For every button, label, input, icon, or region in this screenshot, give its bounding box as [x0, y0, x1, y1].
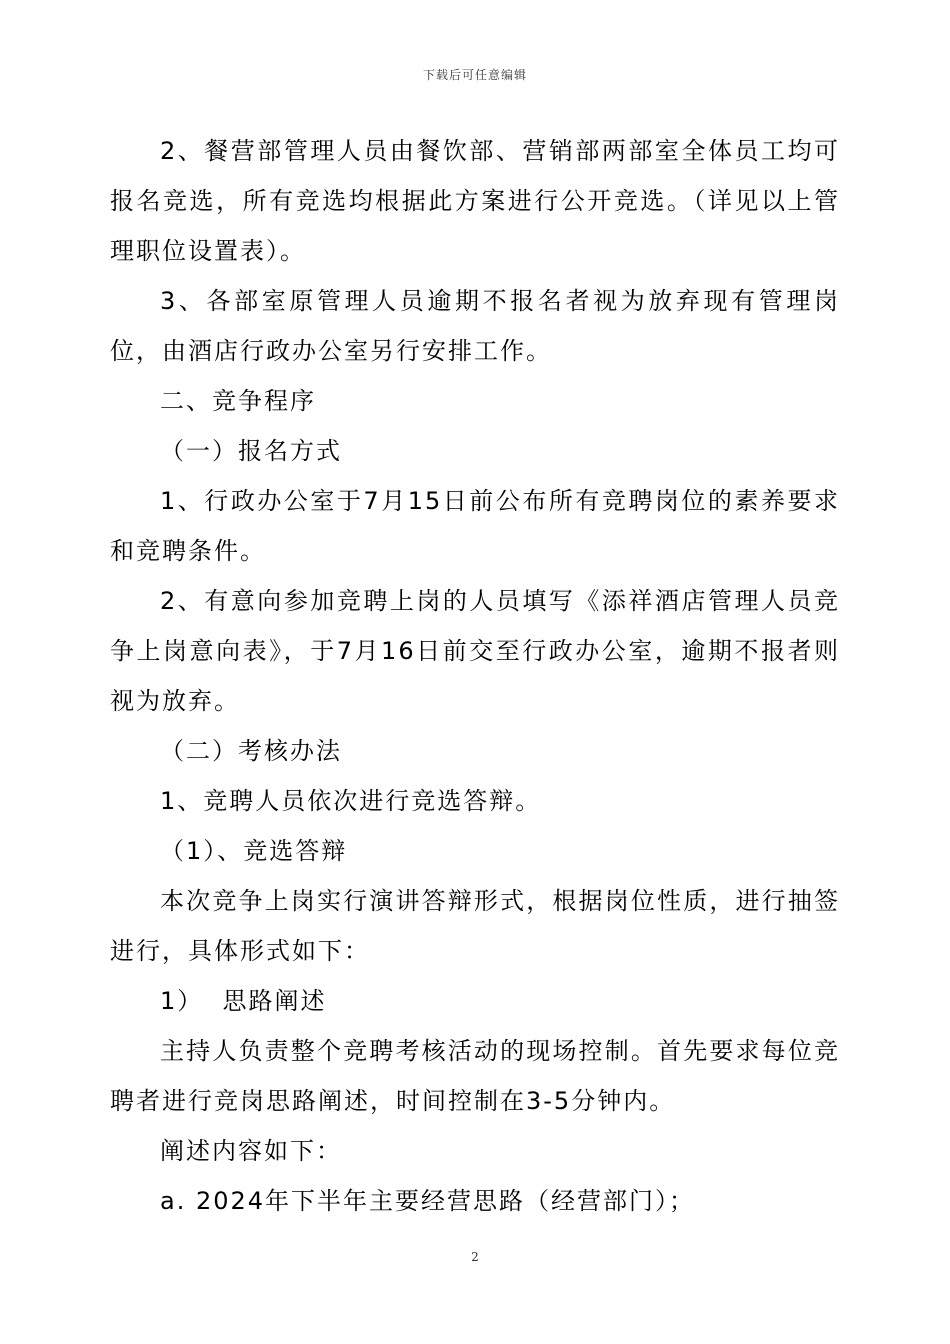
document-body: [110, 126, 840, 1226]
page-header: 下载后可任意编辑: [422, 68, 527, 82]
list-item: a. 2024年下半年主要经营思路（经营部门）；: [160, 1187, 696, 1215]
paragraph: 主持人负责整个竞聘考核活动的现场控制。首先要求每位竞聘者进行竞岗思路阐述，时间控制在3-5分钟内。: [110, 1037, 840, 1115]
paragraph: 1、竞聘人员依次进行竞选答辩。: [160, 787, 542, 815]
page-number: 2: [471, 1250, 479, 1264]
paragraph: 阐述内容如下：: [160, 1137, 342, 1165]
paragraph: 2、有意向参加竞聘上岗的人员填写《添祥酒店管理人员竞争上岗意向表》，于7月16日前交至行政办公室，逾期不报者则视为放弃。: [110, 587, 840, 715]
section-heading: 二、竞争程序: [160, 387, 316, 415]
subsection-heading: （一）报名方式: [160, 437, 342, 465]
paragraph: 3、各部室原管理人员逾期不报名者视为放弃现有管理岗位，由酒店行政办公室另行安排工作。: [110, 287, 840, 365]
subsection-heading: （二）考核办法: [160, 737, 342, 765]
list-heading: （1）、竞选答辩: [160, 837, 348, 865]
paragraph: 2、餐营部管理人员由餐饮部、营销部两部室全体员工均可报名竞选，所有竞选均根据此方案进行公开竞选。（详见以上管理职位设置表）。: [110, 137, 840, 265]
paragraph: 本次竞争上岗实行演讲答辩形式，根据岗位性质，进行抽签进行，具体形式如下：: [110, 887, 840, 965]
paragraph: 1、行政办公室于7月15日前公布所有竞聘岗位的素养要求和竞聘条件。: [110, 487, 840, 565]
list-heading: 1） 思路阐述: [160, 987, 327, 1015]
